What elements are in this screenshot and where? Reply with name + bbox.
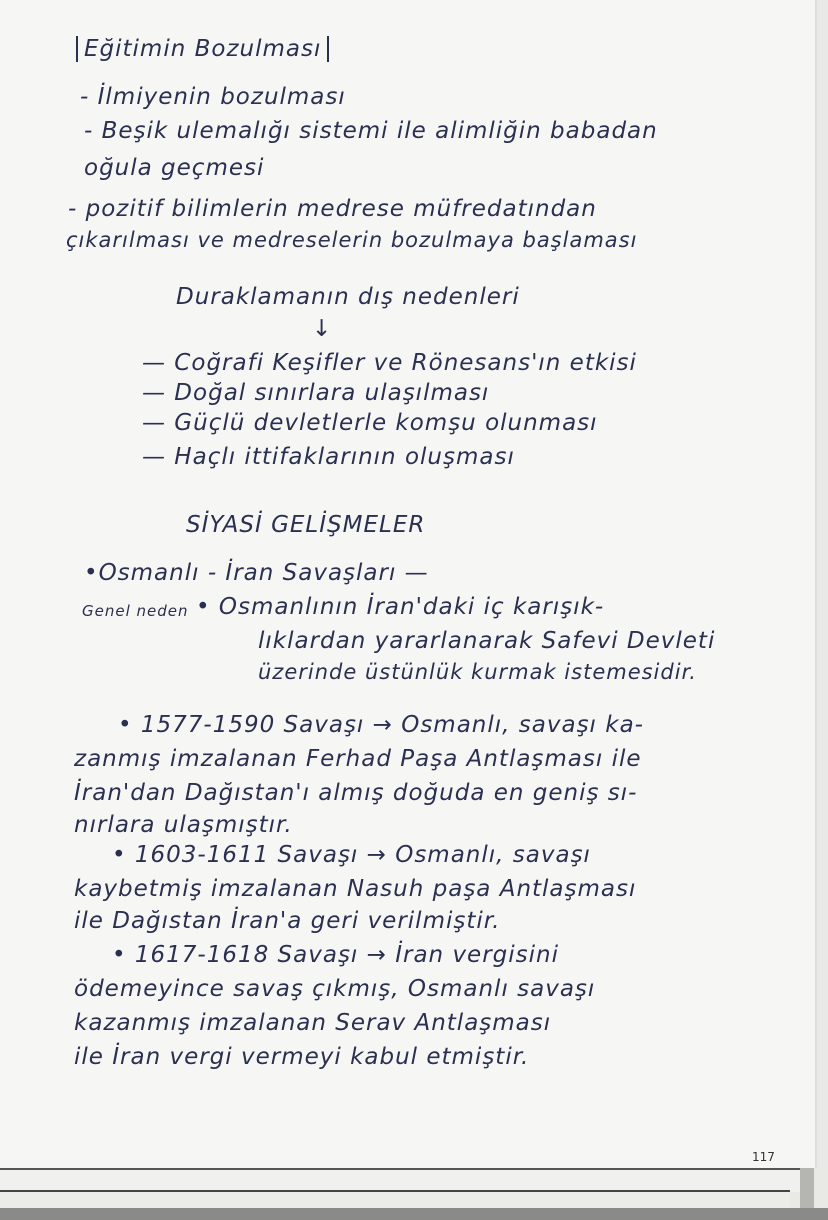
note-line: - Beşik ulemalığı sistemi ile alimliğin babadan: [84, 118, 658, 144]
page-stack-side: [800, 1168, 814, 1212]
note-line: nırlara ulaşmıştır.: [74, 812, 293, 838]
note-line: • 1603-1611 Savaşı → Osmanlı, savaşı: [112, 842, 591, 868]
note-line: • 1577-1590 Savaşı → Osmanlı, savaşı ka-: [118, 712, 644, 738]
note-line: • Osmanlının İran'daki iç karışık-: [196, 594, 605, 620]
section-title: SİYASİ GELİŞMELER: [186, 512, 426, 538]
page-shadow: [0, 1208, 828, 1220]
note-line: oğula geçmesi: [84, 155, 265, 181]
note-line: kazanmış imzalanan Serav Antlaşması: [74, 1010, 552, 1036]
note-line: • 1617-1618 Savaşı → İran vergisini: [112, 942, 559, 968]
section-title: Eğitimin Bozulması: [76, 36, 329, 62]
note-line: - İlmiyenin bozulması: [80, 84, 346, 110]
note-line: üzerinde üstünlük kurmak istemesidir.: [258, 660, 697, 684]
note-line: kaybetmiş imzalanan Nasuh paşa Antlaşması: [74, 876, 637, 902]
note-line: — Doğal sınırlara ulaşılması: [142, 380, 490, 406]
note-line: - pozitif bilimlerin medrese müfredatından: [68, 196, 597, 222]
note-line: — Haçlı ittifaklarının oluşması: [142, 444, 515, 470]
note-subtitle: •Osmanlı - İran Savaşları —: [84, 560, 429, 586]
note-line: ile İran vergi vermeyi kabul etmiştir.: [74, 1044, 530, 1070]
note-line: — Güçlü devletlerle komşu olunması: [142, 410, 598, 436]
arrow-down-icon: ↓: [312, 316, 333, 342]
note-label: Genel neden: [82, 602, 189, 620]
note-line: — Coğrafi Keşifler ve Rönesans'ın etkisi: [142, 350, 637, 376]
page-number: 117: [752, 1150, 775, 1164]
note-line: ile Dağıstan İran'a geri verilmiştir.: [74, 908, 501, 934]
note-line: zanmış imzalanan Ferhad Paşa Antlaşması ile: [74, 746, 642, 772]
page-stack-edge: [0, 1190, 790, 1210]
page-stack-edge: [0, 1168, 800, 1192]
note-line: çıkarılması ve medreselerin bozulmaya başlaması: [66, 228, 638, 252]
note-line: ödemeyince savaş çıkmış, Osmanlı savaşı: [74, 976, 596, 1002]
note-line: lıklardan yararlanarak Safevi Devleti: [258, 628, 716, 654]
section-title: Duraklamanın dış nedenleri: [176, 284, 520, 310]
note-line: İran'dan Dağıstan'ı almış doğuda en geniş sı-: [74, 780, 638, 806]
